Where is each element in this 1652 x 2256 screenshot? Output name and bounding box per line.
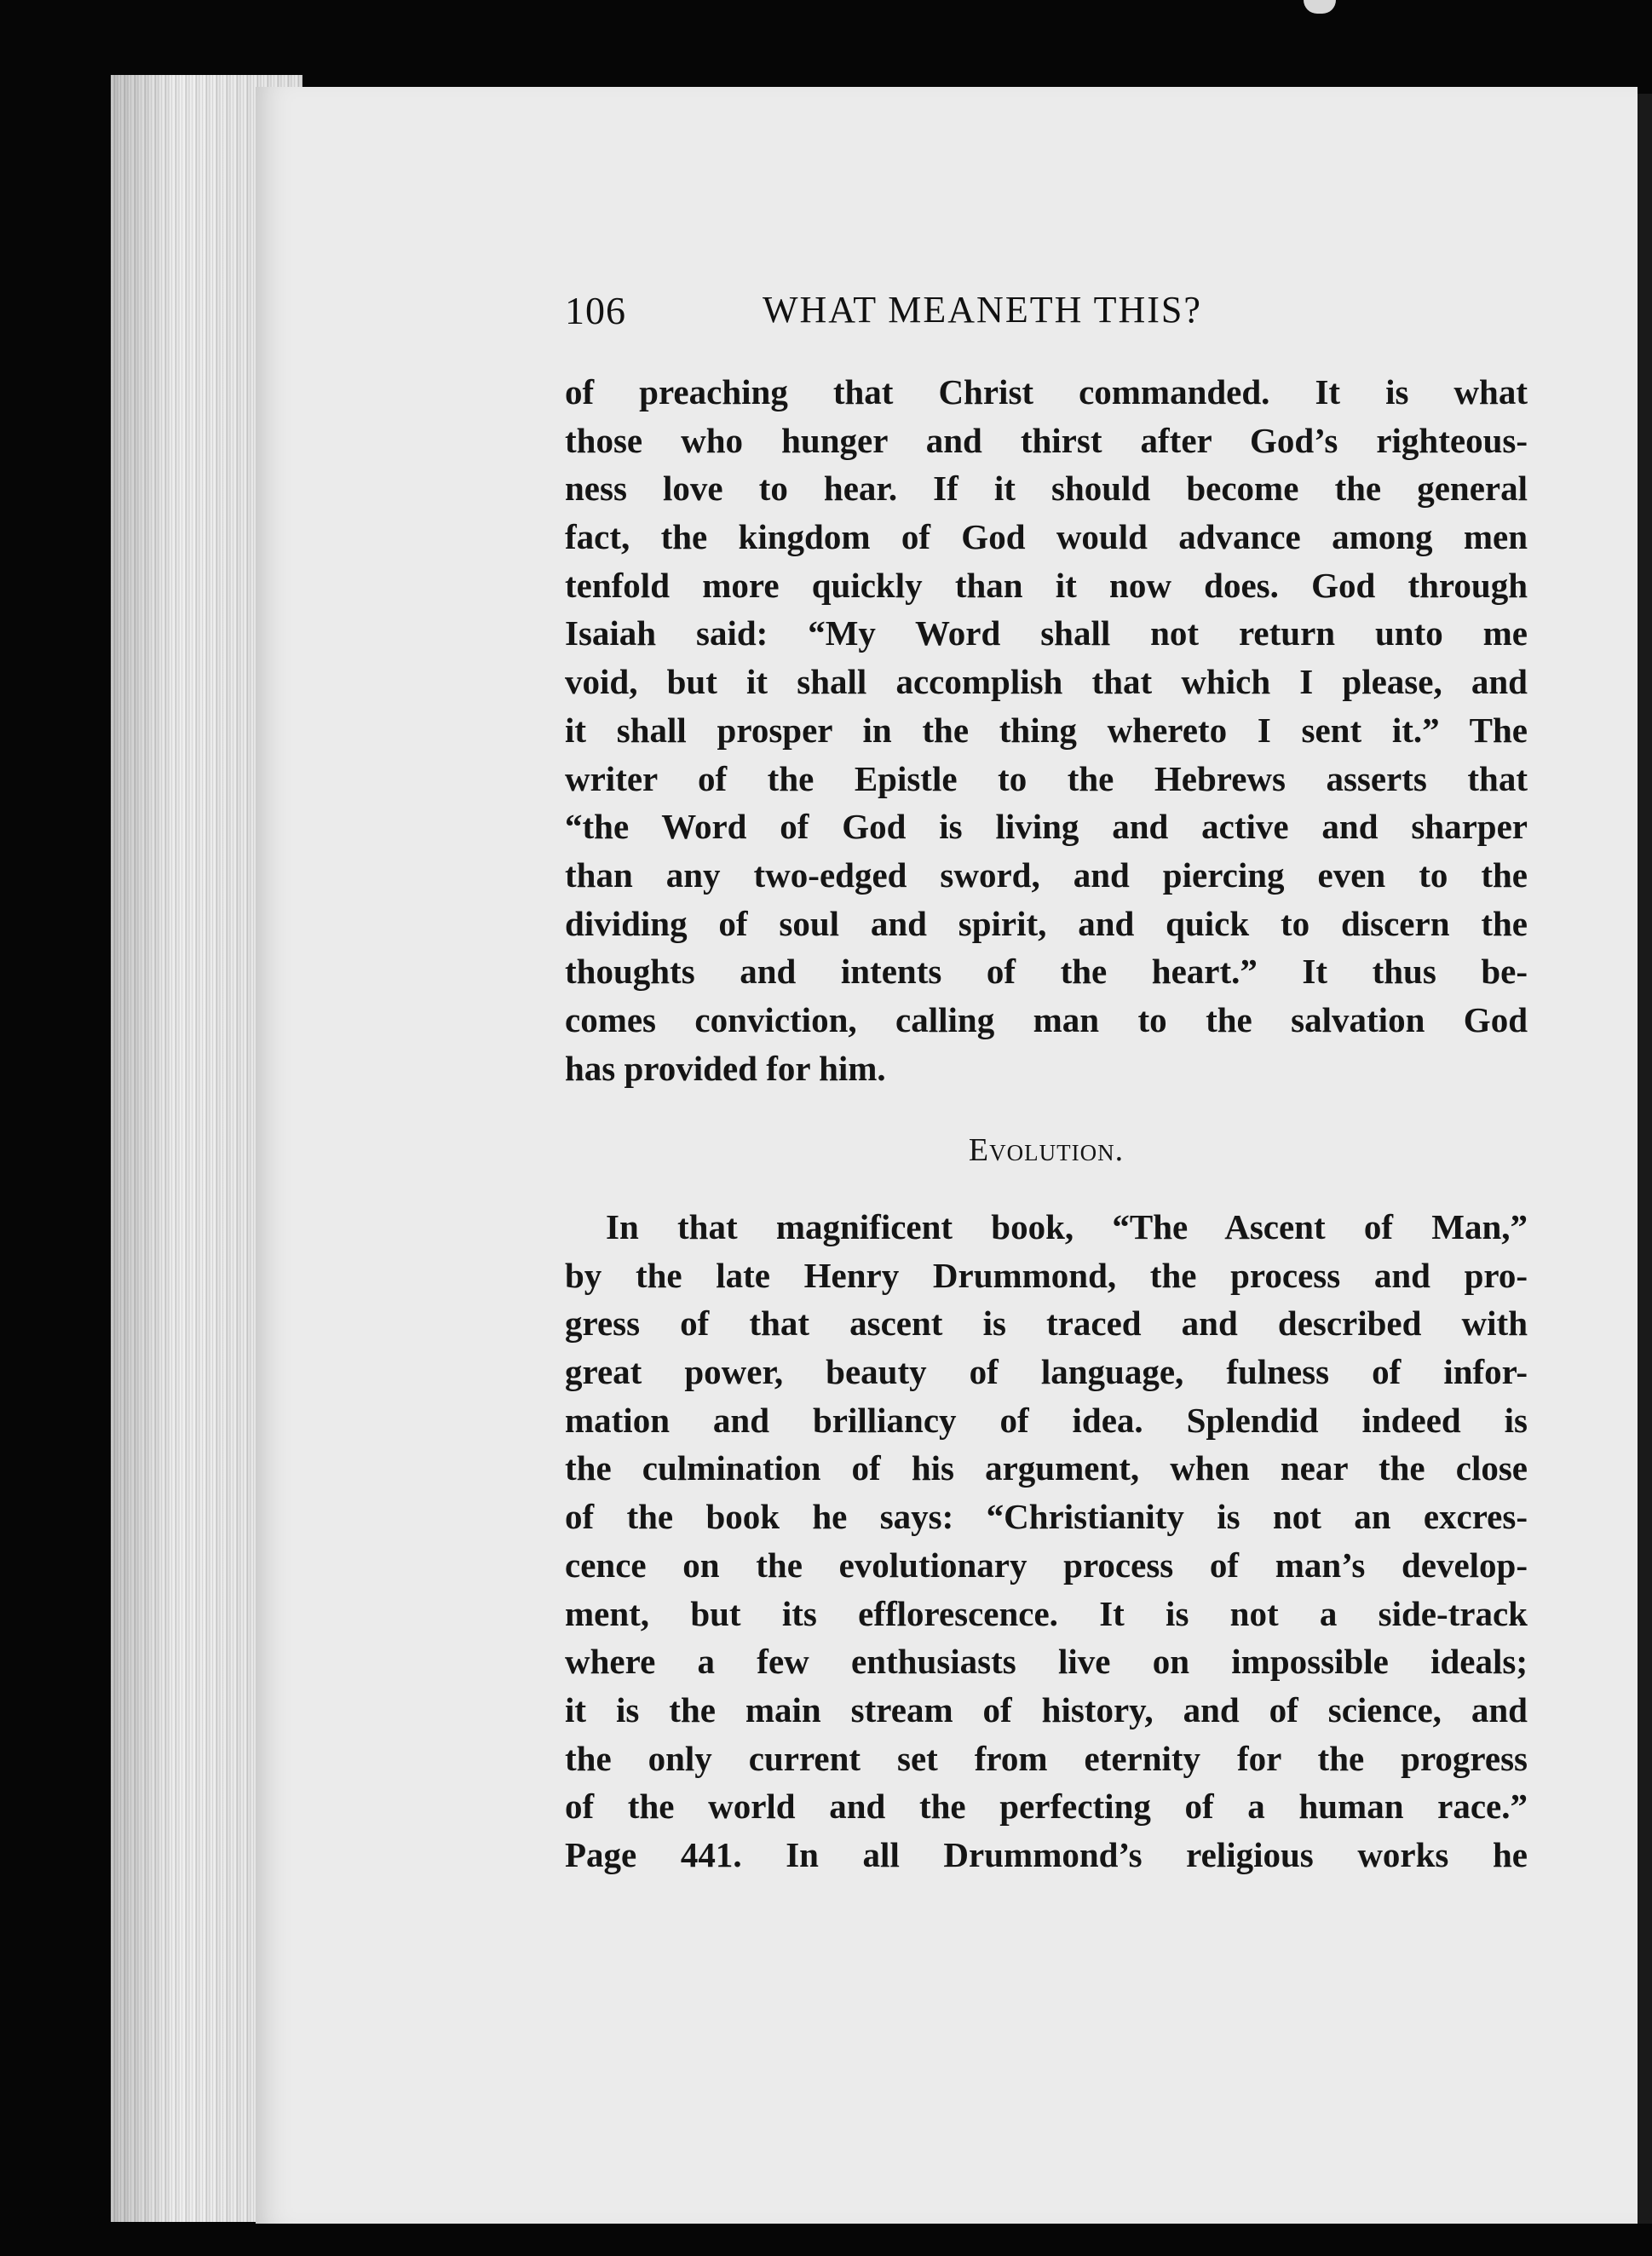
text-line: the culmination of his argument, when near the close [565, 1448, 1528, 1488]
text-line: “the Word of God is living and active and sharper [565, 807, 1528, 847]
text-line: mation and brilliancy of idea. Splendid indeed is [565, 1400, 1528, 1440]
text-line: it shall prosper in the thing whereto I sent it.” The [565, 710, 1528, 750]
text-line: Page 441. In all Drummond’s religious works he [565, 1834, 1528, 1874]
text-line: those who hunger and thirst after God’s righteous- [565, 420, 1528, 460]
text-line: of the world and the perfecting of a human race.” [565, 1787, 1528, 1827]
paragraph-1 [565, 368, 1528, 1092]
text-line: than any two-edged sword, and piercing even to the [565, 855, 1528, 895]
page-right-edge [1638, 94, 1652, 2224]
paragraph-2 [565, 1203, 1528, 1879]
text-line: the only current set from eternity for the progress [565, 1738, 1528, 1778]
running-head: WHAT MEANETH THIS? [763, 289, 1202, 331]
text-line: writer of the Epistle to the Hebrews asserts that [565, 758, 1528, 798]
text-line: ness love to hear. If it should become the general [565, 469, 1528, 509]
page-number: 106 [565, 289, 626, 332]
text-line: tenfold more quickly than it now does. God through [565, 565, 1528, 605]
section-heading: Evolution. [968, 1132, 1125, 1168]
text-line: has provided for him. [565, 1048, 886, 1088]
text-line: void, but it shall accomplish that which I please, and [565, 662, 1528, 702]
text-line: fact, the kingdom of God would advance among men [565, 517, 1528, 557]
text-line: thoughts and intents of the heart.” It thus be- [565, 952, 1528, 992]
text-line: great power, beauty of language, fulness of infor- [565, 1352, 1528, 1392]
text-line: by the late Henry Drummond, the process and pro- [565, 1255, 1528, 1295]
scan-speck [1304, 0, 1336, 14]
text-line: dividing of soul and spirit, and quick to discern the [565, 903, 1528, 943]
text-line: cence on the evolutionary process of man’s develop- [565, 1545, 1528, 1585]
text-line: Isaiah said: “My Word shall not return unto me [565, 613, 1528, 653]
text-line: of the book he says: “Christianity is not an excres- [565, 1497, 1528, 1537]
text-line: comes conviction, calling man to the salvation God [565, 999, 1528, 1039]
text-line: where a few enthusiasts live on impossible ideals; [565, 1642, 1528, 1682]
text-line: In that magnificent book, “The Ascent of Man,” [606, 1207, 1528, 1246]
text-line: gress of that ascent is traced and described with [565, 1304, 1528, 1344]
text-line: it is the main stream of history, and of science, and [565, 1689, 1528, 1729]
text-line: of preaching that Christ commanded. It is what [565, 372, 1528, 411]
page-header [565, 288, 1528, 339]
text-line: ment, but its efflorescence. It is not a side-track [565, 1593, 1528, 1633]
